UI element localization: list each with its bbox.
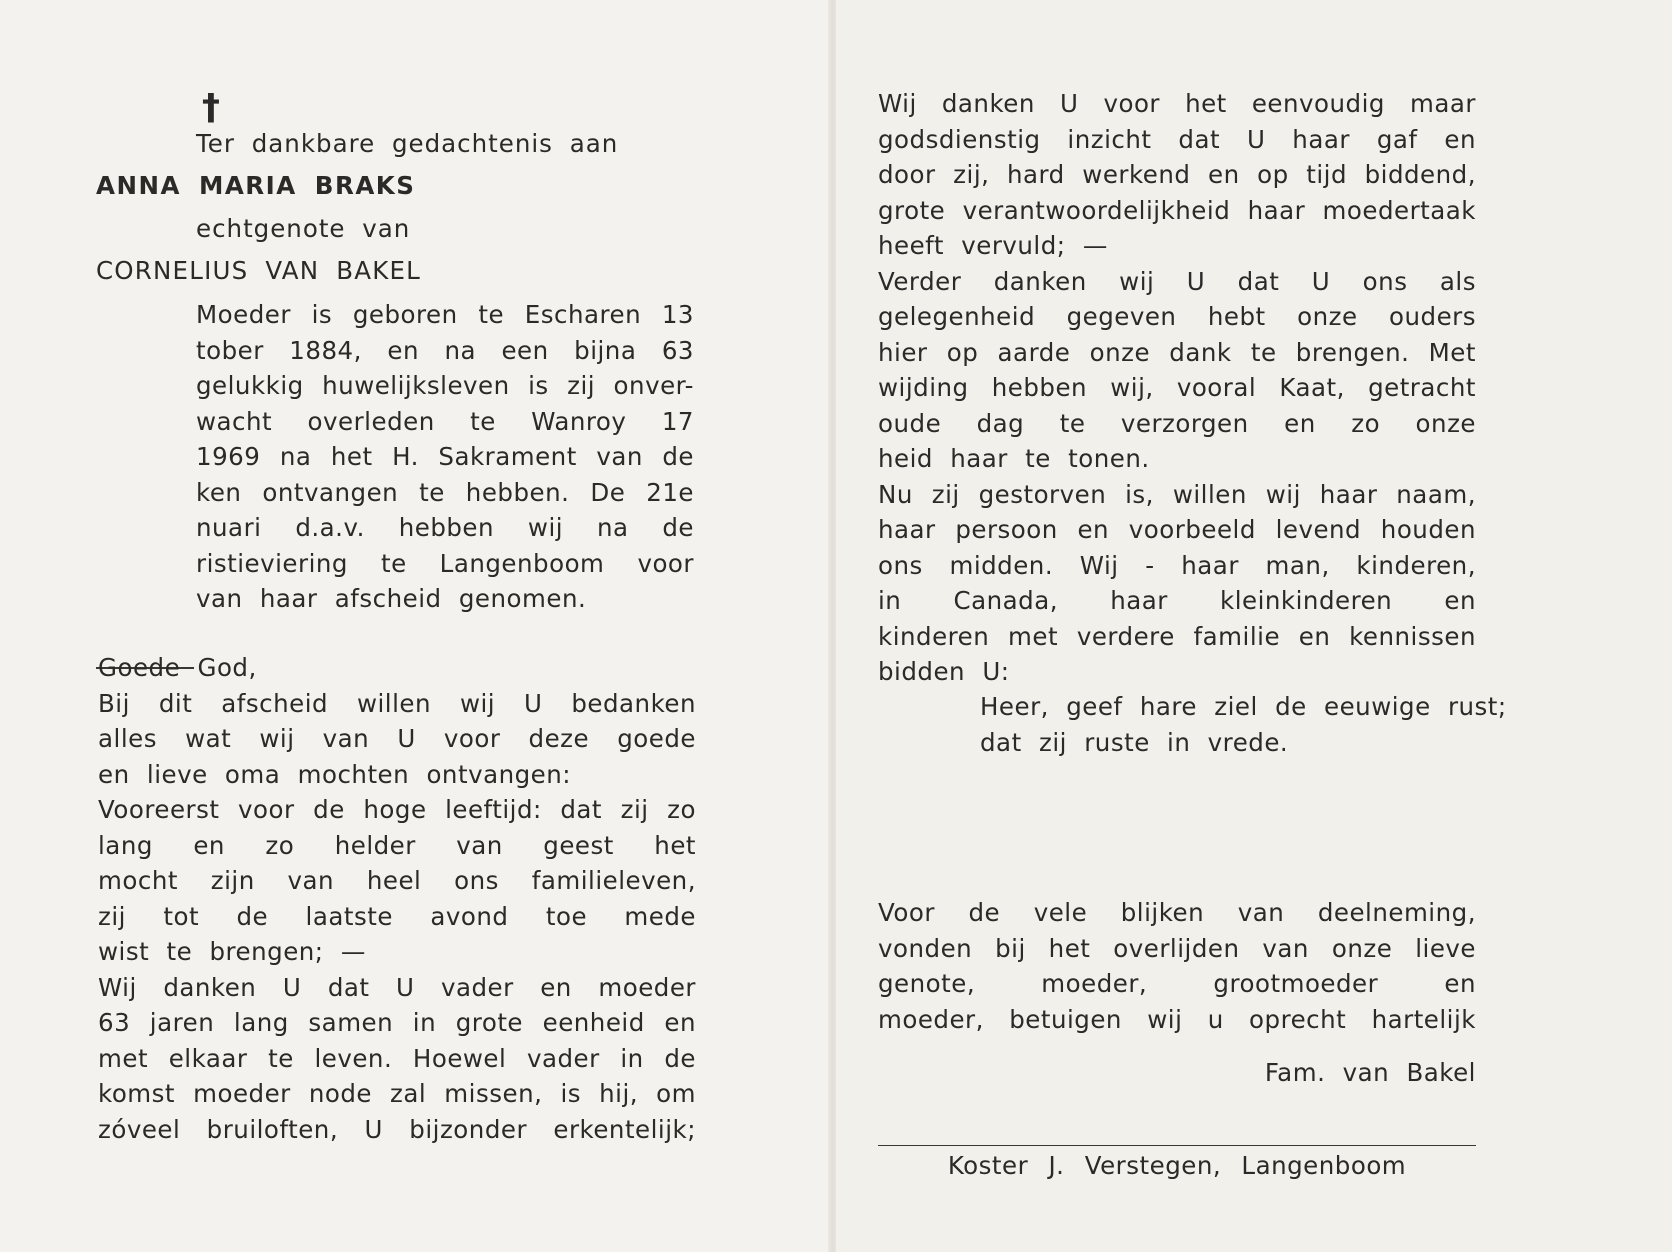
spouse-intro: echtgenote van xyxy=(196,214,411,243)
prayer-line: Vooreerst voor de hoge leeftijd: dat zij zo xyxy=(98,795,696,824)
bio-line: ken ontvangen te hebben. De 21e xyxy=(196,477,694,507)
prayer-line: in Canada, haar kleinkinderen en xyxy=(878,586,1476,615)
prayer-paragraph-right xyxy=(878,86,1476,690)
bio-line: nuari d.a.v. hebben wij na de xyxy=(196,513,694,542)
dedication-line: Ter dankbare gedachtenis aan xyxy=(196,129,619,158)
prayer-line: alles wat wij van U voor deze goede xyxy=(98,724,696,753)
bio-line: ristieviering te Langenboom voor xyxy=(196,548,694,578)
cross-icon: † xyxy=(202,87,220,128)
prayer-line: haar persoon en voorbeeld levend houden xyxy=(878,515,1476,544)
prayer-line: wist te brengen; — xyxy=(98,937,366,966)
bio-line: 1969 na het H. Sakrament van de xyxy=(196,442,694,471)
prayer-line: Verder danken wij U dat U ons als xyxy=(878,266,1476,296)
prayer-line: zóveel bruiloften, U bijzonder erkentelijk; xyxy=(98,1114,696,1144)
prayer-line: Wij danken U voor het eenvoudig maar xyxy=(878,89,1476,118)
prayer-line: heeft vervuld; — xyxy=(878,231,1108,260)
prayer-line: oude dag te verzorgen en zo onze xyxy=(878,408,1476,438)
prayer-line: en lieve oma mochten ontvangen: xyxy=(98,759,572,789)
thanks-paragraph xyxy=(878,895,1476,1037)
prayer-line: gelegenheid gegeven hebt onze ouders xyxy=(878,302,1476,331)
prayer-line: 63 jaren lang samen in grote eenheid en xyxy=(98,1008,696,1037)
prayer-line: met elkaar te leven. Hoewel vader in de xyxy=(98,1043,696,1073)
bio-line: gelukkig huwelijksleven is zij onver- xyxy=(196,371,694,400)
printer-divider xyxy=(878,1145,1476,1146)
deceased-name: ANNA MARIA BRAKS xyxy=(96,171,416,200)
prayer-paragraph-left xyxy=(98,650,696,1147)
right-page xyxy=(836,0,1672,1252)
thanks-line: genote, moeder, grootmoeder en xyxy=(878,969,1476,998)
closing-line: Heer, geef hare ziel de eeuwige rust; xyxy=(980,692,1507,721)
prayer-line: ons midden. Wij - haar man, kinderen, xyxy=(878,550,1476,580)
closing-prayer xyxy=(980,689,1507,760)
prayer-line: grote verantwoordelijkheid haar moedertaak xyxy=(878,195,1476,225)
left-page xyxy=(0,0,832,1252)
thanks-line: Voor de vele blijken van deelneming, xyxy=(878,898,1476,927)
prayer-line: wijding hebben wij, vooral Kaat, getracht xyxy=(878,373,1476,402)
bio-line: wacht overleden te Wanroy 17 xyxy=(196,406,694,436)
prayer-line: door zij, hard werkend en op tijd biddend, xyxy=(878,160,1476,189)
prayer-line: Bij dit afscheid willen wij U bedanken xyxy=(98,688,696,718)
prayer-line: bidden U: xyxy=(878,657,1010,686)
closing-line: dat zij ruste in vrede. xyxy=(980,727,1289,757)
prayer-line: Nu zij gestorven is, willen wij haar naam, xyxy=(878,479,1476,509)
thanks-line: moeder, betuigen wij u oprecht hartelijk xyxy=(878,1004,1476,1034)
prayer-line: mocht zijn van heel ons familieleven, xyxy=(98,866,696,895)
prayer-line: Wij danken U dat U vader en moeder xyxy=(98,972,696,1002)
prayer-line: lang en zo helder van geest het xyxy=(98,830,696,860)
prayer-line: hier op aarde onze dank te brengen. Met xyxy=(878,337,1476,367)
prayer-line: heid haar te tonen. xyxy=(878,444,1150,473)
prayer-line: Goede God, xyxy=(98,653,257,682)
bio-line: Moeder is geboren te Escharen 13 xyxy=(196,300,694,329)
prayer-line: godsdienstig inzicht dat U haar gaf en xyxy=(878,124,1476,154)
spouse-name: CORNELIUS VAN BAKEL xyxy=(96,256,422,285)
bio-line: van haar afscheid genomen. xyxy=(196,584,587,613)
bio-line: tober 1884, en na een bijna 63 xyxy=(196,335,694,365)
prayer-line: komst moeder node zal missen, is hij, om xyxy=(98,1079,696,1108)
prayer-line: kinderen met verdere familie en kennissen xyxy=(878,621,1476,651)
family-signature: Fam. van Bakel xyxy=(1264,1058,1476,1087)
prayer-line: zij tot de laatste avond toe mede xyxy=(98,901,696,931)
biography-paragraph xyxy=(196,297,694,617)
printer-credit: Koster J. Verstegen, Langenboom xyxy=(947,1151,1407,1180)
thanks-line: vonden bij het overlijden van onze lieve xyxy=(878,933,1476,963)
